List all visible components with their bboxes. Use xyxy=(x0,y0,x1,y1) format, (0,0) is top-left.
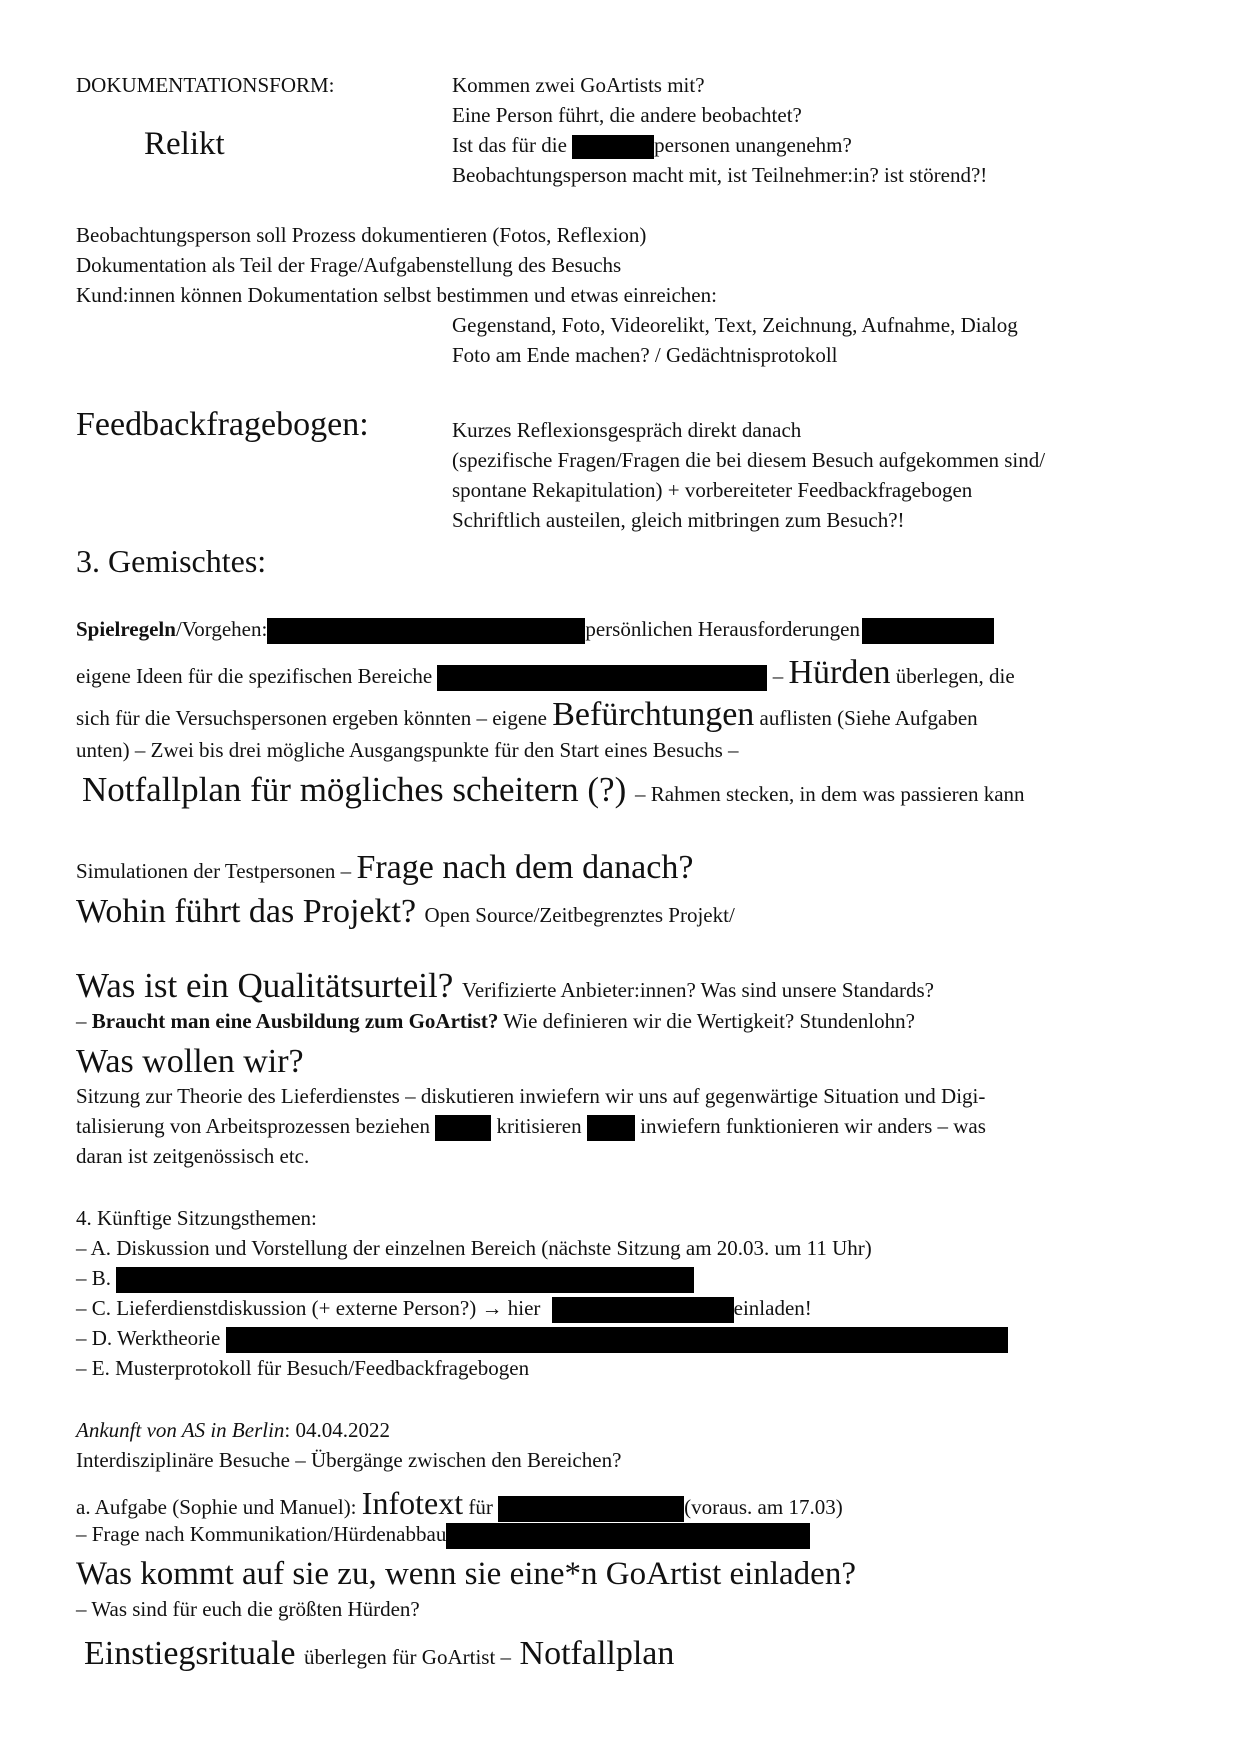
section-label-dokumentationsform: DOKUMENTATIONSFORM: xyxy=(76,73,335,97)
redaction-bar xyxy=(552,1297,734,1323)
text-fragment: Open Source/Zeitbegrenztes Projekt/ xyxy=(424,903,735,927)
text-fragment: /Vorgehen: xyxy=(175,617,268,641)
redaction-bar xyxy=(862,618,994,644)
text-fragment: kritisieren xyxy=(496,1114,582,1138)
topic-item-e: – E. Musterprotokoll für Besuch/Feedbackfragebogen xyxy=(76,1356,530,1380)
text-fragment: – B. xyxy=(76,1266,112,1290)
befuerchtungen-line xyxy=(76,697,978,736)
doku-question-4: Beobachtungsperson macht mit, ist Teilnehmer:in? ist störend?! xyxy=(452,163,988,187)
doku-question-2: Eine Person führt, die andere beobachtet? xyxy=(452,103,802,127)
doku-paragraph-line: Dokumentation als Teil der Frage/Aufgabenstellung des Besuchs xyxy=(76,253,622,277)
text-fragment: überlegen, die xyxy=(895,664,1015,688)
doku-paragraph-line: Beobachtungsperson soll Prozess dokumentieren (Fotos, Reflexion) xyxy=(76,223,647,247)
doku-paragraph-line: Foto am Ende machen? / Gedächtnisprotokoll xyxy=(452,343,838,367)
emphasis-term: Befürchtungen xyxy=(552,696,755,733)
emphasis-term: Einstiegsrituale xyxy=(84,1635,296,1672)
was-wollen-wir-heading: Was wollen wir? xyxy=(76,1043,304,1080)
bold-term: Spielregeln xyxy=(76,617,176,641)
sitzung-line-3: daran ist zeitgenössisch etc. xyxy=(76,1144,310,1168)
redaction-bar xyxy=(437,665,767,691)
text-fragment: persönlichen Herausforderungen xyxy=(585,617,860,641)
text-fragment: a. Aufgabe (Sophie und Manuel): xyxy=(76,1495,357,1519)
feedback-line: spontane Rekapitulation) + vorbereiteter Feedbackfragebogen xyxy=(452,478,973,502)
eigene-ideen-line xyxy=(76,655,1015,694)
topic-item-a: – A. Diskussion und Vorstellung der einzelnen Bereich (nächste Sitzung am 20.03. um 11 Uhr) xyxy=(76,1236,872,1260)
emphasis-term: Was ist ein Qualitätsurteil? xyxy=(76,966,454,1005)
was-kommt-heading: Was kommt auf sie zu, wenn sie eine*n GoArtist einladen? xyxy=(76,1556,856,1592)
relikt-label: Relikt xyxy=(144,126,225,162)
simulationen-line xyxy=(76,846,693,893)
text-fragment: – Rahmen stecken, in dem was passieren kann xyxy=(635,782,1025,806)
date-value: : 04.04.2022 xyxy=(284,1418,391,1442)
bold-term: Braucht man eine Ausbildung zum GoArtist? xyxy=(91,1009,499,1033)
feedback-line: (spezifische Fragen/Fragen die bei diesem Besuch aufgekommen sind/ xyxy=(452,448,1046,472)
italic-label: Ankunft von AS in Berlin xyxy=(76,1418,285,1442)
qualitaetsurteil-line xyxy=(76,964,934,1012)
doku-paragraph-line: Kund:innen können Dokumentation selbst bestimmen und etwas einreichen: xyxy=(76,283,717,307)
wohin-line xyxy=(76,890,735,937)
topic-item-b xyxy=(76,1263,694,1293)
redaction-bar xyxy=(446,1523,810,1549)
emphasis-term: Infotext xyxy=(361,1485,464,1521)
notfallplan-line xyxy=(82,768,1025,816)
section-heading-kuenftige: 4. Künftige Sitzungsthemen: xyxy=(76,1206,317,1230)
doku-question-3 xyxy=(452,130,852,160)
text-fragment: – C. Lieferdienstdiskussion (+ externe Person?) → hier xyxy=(76,1296,541,1320)
sitzung-line-1: Sitzung zur Theorie des Lieferdienstes – diskutieren inwiefern wir uns auf gegenwärtige Situation und Digi- xyxy=(76,1084,986,1108)
ankunft-line xyxy=(76,1415,390,1445)
groesste-huerden-line: – Was sind für euch die größten Hürden? xyxy=(76,1597,420,1621)
redaction-bar xyxy=(435,1115,491,1141)
text-fragment: talisierung von Arbeitsprozessen beziehen xyxy=(76,1114,430,1138)
text-fragment: Wie definieren wir die Wertigkeit? Stundenlohn? xyxy=(503,1009,915,1033)
text-fragment: Simulationen der Testpersonen – xyxy=(76,859,352,883)
text-fragment: personen unangenehm? xyxy=(654,133,852,157)
doku-paragraph-line: Gegenstand, Foto, Videorelikt, Text, Zeichnung, Aufnahme, Dialog xyxy=(452,313,1018,337)
redaction-bar xyxy=(226,1327,1008,1353)
feedback-line: Kurzes Reflexionsgespräch direkt danach xyxy=(452,418,802,442)
interdisziplinaer-line: Interdisziplinäre Besuche – Übergänge zwischen den Bereichen? xyxy=(76,1448,622,1472)
sitzung-line-2 xyxy=(76,1111,986,1141)
emphasis-term: Frage nach dem danach? xyxy=(356,849,694,886)
emphasis-term: Notfallplan für mögliches scheitern (?) xyxy=(82,770,627,809)
redaction-bar xyxy=(572,135,654,159)
text-fragment: – Frage nach Kommunikation/Hürdenabbau xyxy=(76,1522,447,1546)
topic-item-c xyxy=(76,1293,812,1323)
text-fragment: überlegen für GoArtist – xyxy=(304,1645,512,1669)
doku-question-1: Kommen zwei GoArtists mit? xyxy=(452,73,705,97)
text-fragment: für xyxy=(468,1495,493,1519)
feedback-heading: Feedbackfragebogen: xyxy=(76,406,369,443)
text-fragment: – xyxy=(772,664,784,688)
emphasis-term: Wohin führt das Projekt? xyxy=(76,893,417,930)
topic-item-d xyxy=(76,1323,1008,1353)
text-fragment: inwiefern funktionieren wir anders – was xyxy=(640,1114,986,1138)
text-fragment: – D. Werktheorie xyxy=(76,1326,221,1350)
text-fragment: Verifizierte Anbieter:innen? Was sind unsere Standards? xyxy=(461,978,935,1002)
kommunikation-line xyxy=(76,1519,810,1549)
text-fragment: einladen! xyxy=(733,1296,812,1320)
spielregeln-line xyxy=(76,614,994,644)
emphasis-term: Notfallplan xyxy=(519,1635,675,1672)
feedback-line: Schriftlich austeilen, gleich mitbringen zum Besuch?! xyxy=(452,508,905,532)
text-fragment: auflisten (Siehe Aufgaben xyxy=(759,706,978,730)
einstiegsrituale-line xyxy=(84,1632,674,1679)
text-fragment: (voraus. am 17.03) xyxy=(684,1495,843,1519)
ausbildung-line xyxy=(76,1006,915,1036)
text-fragment: – xyxy=(76,1009,87,1033)
text-fragment: sich für die Versuchspersonen ergeben könnten – eigene xyxy=(76,706,547,730)
section-heading-gemischtes: 3. Gemischtes: xyxy=(76,543,267,579)
text-fragment: eigene Ideen für die spezifischen Bereiche xyxy=(76,664,433,688)
gemischtes-line: unten) – Zwei bis drei mögliche Ausgangspunkte für den Start eines Besuchs – xyxy=(76,738,739,762)
emphasis-term: Hürden xyxy=(788,654,891,691)
text-fragment: Ist das für die xyxy=(452,133,567,157)
redaction-bar xyxy=(267,618,585,644)
redaction-bar xyxy=(116,1267,694,1293)
redaction-bar xyxy=(587,1115,635,1141)
